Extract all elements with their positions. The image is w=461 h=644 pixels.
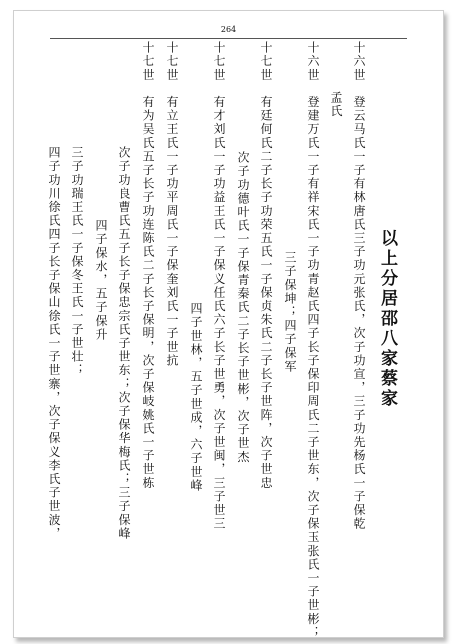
text-column-3: 十六世 登建万氏一子有祥宋氏一子功青赵氏四子长子保印周氏二子世东，次子保玉张氏一子世彬； — [306, 41, 320, 640]
text-column-5: 十七世 有廷何氏二子长子功荣五氏一子保贞朱氏二子长子世阵，次子世忠 — [259, 41, 273, 490]
text-column-7: 十七世 有才刘氏一子功益王氏一子保义任氏六子长子世勇，次子世闽，三子世三 — [212, 41, 226, 531]
text-column-9: 十七世 有立王氏一子功平周氏一子保奎刘氏一子世抗 — [165, 41, 179, 368]
chapter-title: 以上分居邵八家蔡家 — [377, 229, 397, 409]
text-column-4: 三子保坤；四子保军 — [283, 251, 297, 374]
text-column-1: 十六世 登云马氏一子有林唐氏三子功元张氏，次子功宣，三子功先杨氏一子保乾 — [352, 41, 366, 531]
text-column-2: 孟氏 — [329, 91, 343, 119]
text-column-8: 四子世林，五子世成，六子世峰 — [189, 302, 203, 493]
text-column-12: 四子保水，五子保升 — [94, 219, 108, 342]
text-column-6: 次子功德叶氏一子保青秦氏二子长子世彬，次子世杰 — [236, 151, 250, 464]
text-column-14: 四子功川徐氏四子长子保山徐氏一子世寨，次子保义李氏子世波， — [47, 146, 61, 541]
text-column-11: 次子功良曹氏五子长子保忠宗氏子世东；次子保华梅氏；三子保峰 — [117, 146, 131, 541]
text-column-13: 三子功瑞王氏一子保冬王氏一子世壮； — [70, 146, 84, 378]
header-rule — [50, 38, 407, 39]
document-page — [13, 10, 444, 638]
text-column-10: 十七世 有为吴氏五子长子功连陈氏二子长子保明，次子保岐姚氏一子世栋 — [141, 41, 155, 490]
page-number: 264 — [220, 25, 237, 34]
